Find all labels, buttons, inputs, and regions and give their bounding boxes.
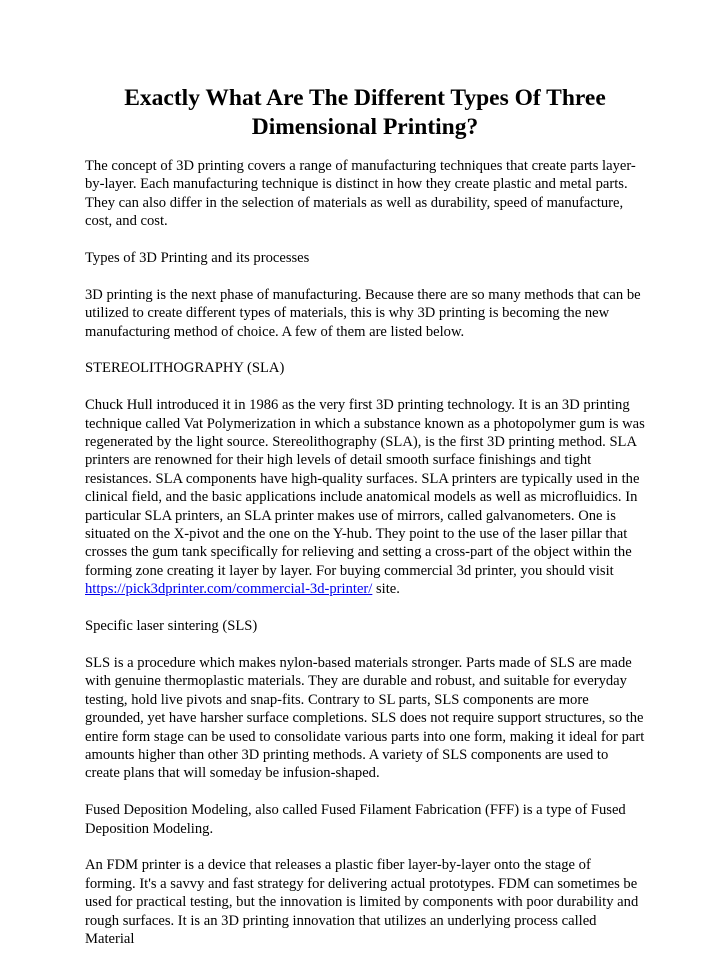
types-paragraph: 3D printing is the next phase of manufacturing. Because there are so many methods that can be utilized to create different types of materials, this is why 3D printing is becoming the new manufacturing method of choice. A few of them are listed below. <box>85 286 641 340</box>
fdm-paragraph: An FDM printer is a device that releases a plastic fiber layer-by-layer onto the stage of forming. It's a savvy and fast strategy for delivering actual prototypes. FDM can sometimes be used for practical testing, but the innovation is limited by components with poor durability and rough surfaces. It is an 3D printing innovation that utilizes an underlying process called Material <box>85 857 639 947</box>
section-heading-types: Types of 3D Printing and its processes <box>85 250 310 267</box>
section-heading-sls: Specific laser sintering (SLS) <box>85 618 258 635</box>
sla-paragraph-tail: site. <box>372 581 400 598</box>
sla-paragraph-text: Chuck Hull introduced it in 1986 as the very first 3D printing technology. It is an 3D printing technique called Vat Polymerization in which a substance known as a photopolymer gum is was regenerated by the light source. Stereolithography (SLA), is the first 3D printing method. SLA printers are renowned for their high levels of detail smooth surface finishings and tight resistances. SLA components have high-quality surfaces. SLA printers are typically used in the clinical field, and the basic applications include anatomical models as well as microfluidics. In particular SLA printers, an SLA printer makes use of mirrors, called galvanometers. One is situated on the X-pivot and the one on the Y-hub. They point to the use of the laser pillar that crosses the gum tank specifically for relieving and setting a cross-part of the object within the forming zone creating it layer by layer. For buying commercial 3d printer, you should visit <box>85 397 645 579</box>
commercial-printer-link[interactable]: https://pick3dprinter.com/commercial-3d-printer/ <box>85 581 373 598</box>
sls-paragraph: SLS is a procedure which makes nylon-based materials stronger. Parts made of SLS are made with genuine thermoplastic materials. They are durable and robust, and suitable for everyday testing, hold live pivots and snap-fits. Contrary to SL parts, SLS components are more grounded, yet have harsher surface completions. SLS does not require support structures, so the entire form stage can be used to consolidate various parts into one form, making it ideal for part amounts higher than other 3D printing methods. A variety of SLS components are used to create plans that will someday be infusion-shaped. <box>85 654 645 782</box>
sla-paragraph <box>85 396 645 598</box>
document-page <box>85 84 645 967</box>
section-heading-fdm: Fused Deposition Modeling, also called Fused Filament Fabrication (FFF) is a type of Fused Deposition Modeling. <box>85 802 626 837</box>
section-heading-sla: STEREOLITHOGRAPHY (SLA) <box>85 360 285 377</box>
document-title: Exactly What Are The Different Types Of Three Dimensional Printing? <box>124 85 606 140</box>
intro-paragraph: The concept of 3D printing covers a range of manufacturing techniques that create parts layer-by-layer. Each manufacturing technique is distinct in how they create plastic and metal parts. They can also differ in the selection of materials as well as durability, speed of manufacture, cost, and cost. <box>85 158 636 230</box>
